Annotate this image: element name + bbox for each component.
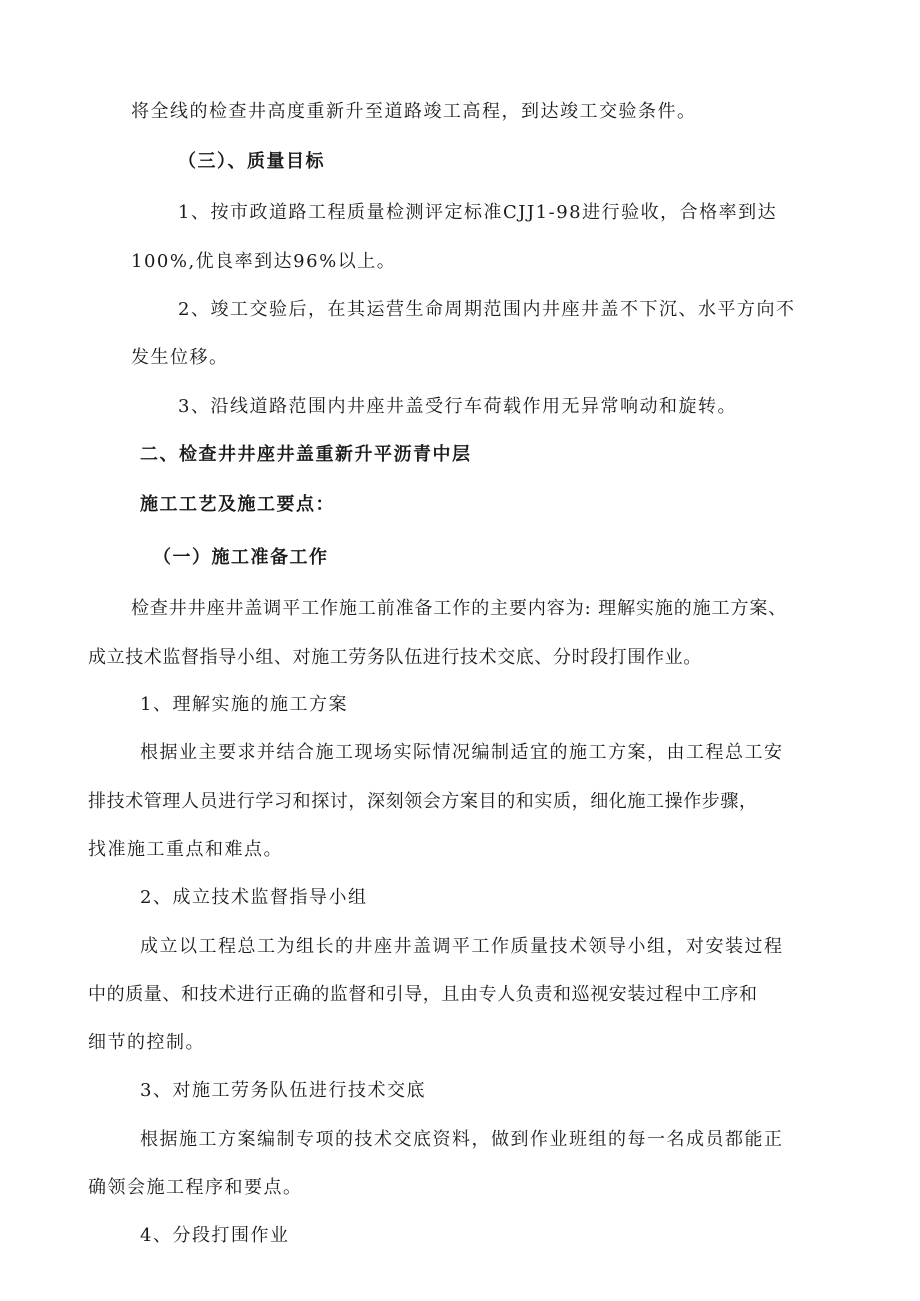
body-line: 发生位移。 [131, 347, 229, 368]
body-line: 根据业主要求并结合施工现场实际情况编制适宜的施工方案，由工程总工安 [140, 742, 784, 763]
body-line: 将全线的检查井高度重新升至道路竣工高程，到达竣工交验条件。 [131, 101, 697, 122]
chapter-heading: 施工工艺及施工要点： [140, 494, 335, 515]
list-item: 1、按市政道路工程质量检测评定标准CJJ1-98进行验收，合格率到达 [178, 202, 778, 223]
body-line: 成立以工程总工为组长的井座井盖调平工作质量技术领导小组，对安装过程 [140, 936, 784, 957]
body-line: 细节的控制。 [88, 1032, 205, 1053]
section-heading: （一）施工准备工作 [153, 547, 329, 568]
body-line: 确领会施工程序和要点。 [88, 1177, 303, 1198]
body-line: 成立技术监督指导小组、对施工劳务队伍进行技术交底、分时段打围作业。 [88, 647, 702, 668]
body-line: 排技术管理人员进行学习和探讨，深刻领会方案目的和实质，细化施工操作步骤， [88, 791, 758, 812]
body-line: 100%,优良率到达96%以上。 [131, 251, 397, 272]
body-line: 找准施工重点和难点。 [88, 839, 283, 860]
subsection-heading: 3、对施工劳务队伍进行技术交底 [140, 1080, 426, 1101]
body-line: 根据施工方案编制专项的技术交底资料，做到作业班组的每一名成员都能正 [140, 1129, 784, 1150]
chapter-heading: 二、检查井井座井盖重新升平沥青中层 [140, 444, 472, 465]
subsection-heading: 2、成立技术监督指导小组 [140, 887, 368, 908]
subsection-heading: 4、分段打围作业 [140, 1225, 290, 1246]
list-item: 2、竣工交验后，在其运营生命周期范围内井座井盖不下沉、水平方向不 [178, 299, 796, 320]
body-line: 检查井井座井盖调平工作施工前准备工作的主要内容为: 理解实施的施工方案、 [131, 598, 788, 619]
list-item: 3、沿线道路范围内井座井盖受行车荷载作用无异常响动和旋转。 [178, 396, 737, 417]
body-line: 中的质量、和技术进行正确的监督和引导，且由专人负责和巡视安装过程中工序和 [88, 984, 758, 1005]
section-heading: （三）、质量目标 [178, 151, 325, 172]
subsection-heading: 1、理解实施的施工方案 [140, 694, 348, 715]
